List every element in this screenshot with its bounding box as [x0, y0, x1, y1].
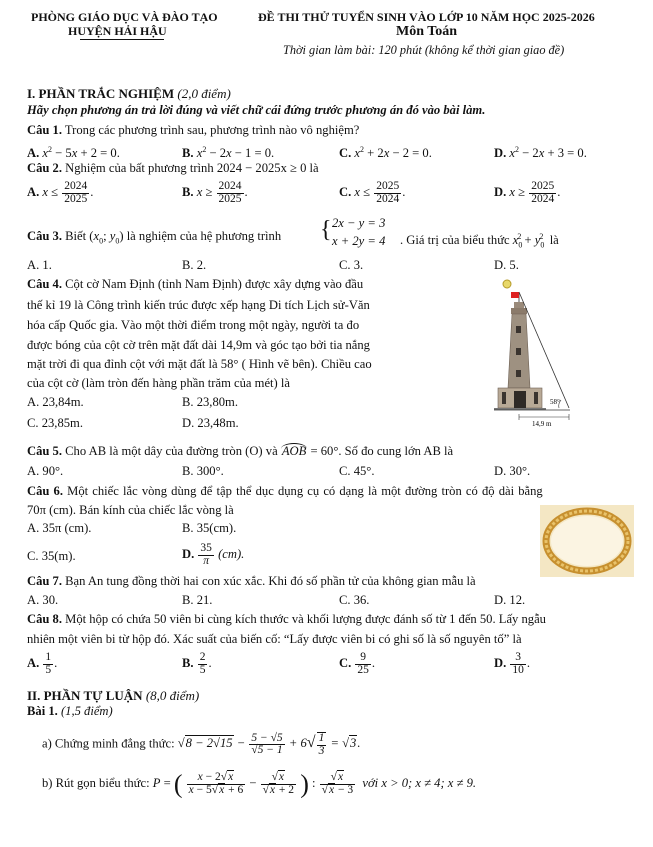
q8-option-c: C. $\frac{9}{25}$ . [339, 651, 376, 676]
q4-option-b: B. 23,80m. [182, 395, 238, 409]
q2-option-b: B. x ≥ $\frac{2024}{2025}$ . [182, 180, 248, 205]
q3-option-a: A. 1. [27, 258, 52, 272]
q8-option-a: A. $\frac{1}{5}$ . [27, 651, 58, 676]
part1-heading [27, 86, 231, 102]
q7-option-c: C. 36. [339, 593, 370, 607]
q4-line-2: thế kỉ 19 là Công trình kiến trúc được xếp hạng Di tích Lịch sử-Văn [27, 298, 370, 312]
shadow-length-label: 14,9 m [532, 420, 552, 428]
q1-label: Câu 1. [27, 123, 62, 137]
q8-option-b: B. $\frac{2}{5}$ . [182, 651, 212, 676]
exam-title: ĐỀ THI THỬ TUYỂN SINH VÀO LỚP 10 NĂM HỌC 2025-2026 [258, 10, 595, 24]
bai1-part-b: b) Rút gọn biểu thức: P = ( $\frac{x - 2√x}{x - 5√x + 6}$ − $\frac{√x}{√x + 2}$ ) : $\frac{√x}{√x - 3}$ với x > 0; x ≠ 4; x ≠ 9. [42, 769, 477, 799]
department-name: PHÒNG GIÁO DỤC VÀ ĐÀO TẠO [31, 10, 218, 24]
q4-option-a: A. 23,84m. [27, 395, 84, 409]
q7-option-d: D. 12. [494, 593, 526, 607]
q5-option-a: A. 90°. [27, 464, 64, 478]
q6-option-b: B. 35(cm). [182, 521, 237, 535]
flag-icon [511, 292, 519, 298]
question-5: Câu 5. Cho AB là một dây của đường tròn (O) và AOB = 60°. Số đo cung lớn AB là [27, 444, 454, 458]
q4-line-4: được bóng của cột cờ trên mặt đất dài 14,9m và góc tạo bởi tia nắng [27, 338, 370, 352]
district-name: HUYỆN HẢI HẬU [68, 24, 167, 38]
flag-tower-figure [490, 270, 610, 430]
q7-option-b: B. 21. [182, 593, 213, 607]
q3-system-brace: { [320, 217, 332, 243]
q6-option-c: C. 35(m). [27, 549, 76, 563]
question-4: Câu 4. Cột cờ Nam Định (tỉnh Nam Định) được xây dựng vào đầu [27, 277, 364, 291]
question-2: Câu 2. Nghiệm của bất phương trình 2024 − 2025x ≥ 0 là [27, 161, 319, 175]
bai1-part-a: a) Chứng minh đẳng thức: √8 − 2√15 − $\frac{5 - √5}{√5 - 1}$ + 6√ $\frac{1}{3}$ = √3. [42, 731, 361, 757]
q1-option-b: B. $x^2 - 2x - 1 = 0$. [182, 145, 275, 161]
q6-option-a: A. 35π (cm). [27, 521, 92, 535]
q8-line-2: nhiên một viên bi từ hộp đó. Xác suất của biến cố: “Lấy được viên bi có ghi số là số nguyên tố” là [27, 632, 522, 646]
q2-inequality: 2024 − 2025x ≥ 0 [216, 161, 307, 175]
hula-hoop-image [540, 505, 634, 577]
q2-option-d: D. x ≥ $\frac{2025}{2024}$ . [494, 180, 561, 205]
part1-title: I. PHẦN TRẮC NGHIỆM [27, 86, 175, 101]
q3-option-c: C. 3. [339, 258, 364, 272]
q3-tail: . Giá trị của biểu thức $x_0^2 + y_0^2$ là [400, 232, 559, 250]
q5-option-b: B. 300°. [182, 464, 224, 478]
q4-line-6: của cột cờ (làm tròn đến hàng phần trăm của mét) là [27, 376, 290, 390]
q1-option-a: A. $x^2 - 5x + 2 = 0$. [27, 145, 120, 161]
q3-system-eq2: x + 2y = 4 [332, 234, 386, 248]
exam-time: Thời gian làm bài: 120 phút (không kể thời gian giao đề) [283, 43, 565, 57]
q6-option-d: D. $\frac{35}{\pi}$ (cm). [182, 542, 245, 567]
bai1-heading: Bài 1. (1,5 điểm) [27, 704, 113, 718]
q8-option-d: D. $\frac{3}{10}$ . [494, 651, 531, 676]
header-underline [80, 39, 164, 40]
q5-option-d: D. 30°. [494, 464, 531, 478]
q2-option-a: A. x ≤ $\frac{2024}{2025}$ . [27, 180, 94, 205]
part1-points: (2,0 điểm) [177, 86, 231, 101]
part1-instruction: Hãy chọn phương án trả lời đúng và viết chữ cái đứng trước phương án đó vào bài làm. [27, 103, 486, 117]
sun-icon [503, 280, 511, 288]
q4-line-3: hóa cấp Quốc gia. Vào một thời điểm trong một ngày, người ta đo [27, 318, 360, 332]
question-3: Câu 3. Biết ($x_0$; $y_0$) là nghiệm của hệ phương trình [27, 229, 282, 246]
q5-arc: AOB [281, 444, 307, 458]
q5-option-c: C. 45°. [339, 464, 375, 478]
q1-text: Trong các phương trình sau, phương trình nào vô nghiệm? [64, 123, 360, 137]
q4-option-d: D. 23,48m. [182, 416, 239, 430]
question-7: Câu 7. Bạn An tung đồng thời hai con xúc xắc. Khi đó số phần tử của không gian mẫu là [27, 574, 476, 588]
q1-option-d: D. $x^2 - 2x + 3 = 0$. [494, 145, 587, 161]
part2-heading: II. PHẦN TỰ LUẬN (8,0 điểm) [27, 688, 200, 703]
q7-option-a: A. 30. [27, 593, 59, 607]
q4-option-c: C. 23,85m. [27, 416, 83, 430]
q3-option-b: B. 2. [182, 258, 207, 272]
q4-line-5: mặt trời đi qua đỉnh cột với mặt đất là 58° ( Hình vẽ bên). Chiều cao [27, 357, 372, 371]
angle-label: 58° [550, 398, 560, 406]
question-6: Câu 6. Một chiếc lắc vòng dùng để tập thể dục dụng cụ có dạng là một đường tròn có độ dài bằng [27, 484, 543, 498]
q3-option-d: D. 5. [494, 258, 519, 272]
q2-option-c: C. x ≤ $\frac{2025}{2024}$ . [339, 180, 406, 205]
q6-line-2: 70π (cm). Bán kính của chiếc lắc vòng là [27, 503, 234, 517]
q3-system-eq1: 2x − y = 3 [332, 216, 386, 230]
question-8: Câu 8. Một hộp có chứa 50 viên bi cùng kích thước và khối lượng được đánh số từ 1 đến 50. Lấy ngẫu [27, 612, 546, 626]
question-1 [27, 123, 359, 138]
subject-title: Môn Toán [396, 24, 458, 39]
q1-option-c: C. $x^2 + 2x - 2 = 0$. [339, 145, 432, 161]
